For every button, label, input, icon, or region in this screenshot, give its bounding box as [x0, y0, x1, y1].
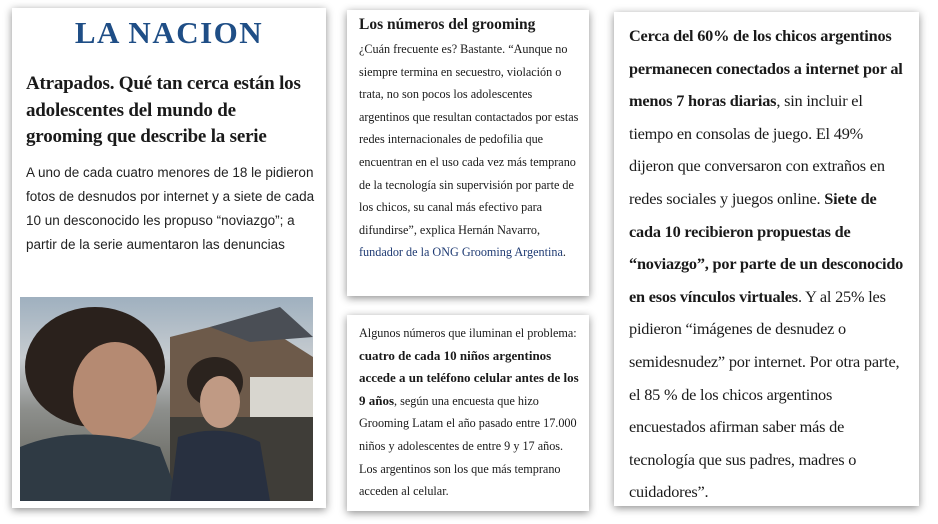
text-run: , según una encuesta que hizo Grooming Latam el año pasado entre 17.000 niños y adolescentes de entre 9 y 17 años. Los argentinos son los que más temprano acceden al celular. [359, 393, 577, 499]
series-still-photo [20, 297, 313, 501]
bold-text: cuatro de cada 10 niños argentinos accede a un teléfono celular antes de los 9 años [359, 347, 579, 408]
text-run: , sin incluir el tiempo en consolas de juego. El 49% dijeron que conversaron con extraños en redes sociales y juegos online. [629, 91, 885, 208]
paragraph [359, 322, 579, 503]
text-run: Algunos números que iluminan el problema: [359, 326, 577, 340]
survey-results-card [614, 12, 919, 506]
bold-text: Siete de cada 10 recibieron propuestas de “noviazgo”, por parte de un desconocido en esos vínculos virtuales [629, 188, 904, 306]
organization-link[interactable]: fundador de la ONG Grooming Argentina [359, 245, 563, 260]
paragraph [629, 20, 909, 509]
grooming-numbers-card [347, 10, 589, 296]
la-nacion-logo: LA NACION [74, 15, 264, 50]
statistics-card [347, 315, 589, 511]
photo-illustration [20, 297, 313, 501]
bold-text: Cerca del 60% de los chicos argentinos permanecen conectados a internet por al menos 7 horas diarias [629, 26, 903, 111]
paragraph [359, 38, 579, 264]
text-run: . [562, 245, 566, 260]
article-header-card [12, 8, 326, 508]
text-run: . Y al 25% les pidieron “imágenes de desnudez o semidesnudez” por internet. Por otra parte, el 85 % de los chicos argentinos encuestados afirman saber más de tecnología que sus padres, madres o cuidadores”. [629, 286, 900, 502]
section-title: Los números del grooming [359, 16, 536, 33]
article-headline[interactable]: Atrapados. Qué tan cerca están los adolescentes del mundo de grooming que describe la serie [26, 73, 301, 147]
text-run: ¿Cuán frecuente es? Bastante. “Aunque no siempre termina en secuestro, violación o trata, no son pocos los adolescentes argentinos que resultan contactados por estas redes internacionales de pedofilia que encuentran en el uso cada vez más temprano de la tecnología sin supervisión por parte de los chicos, su canal más efectivo para difundirse”, explica Hernán Navarro, [359, 42, 579, 237]
article-summary: A uno de cada cuatro menores de 18 le pidieron fotos de desnudos por internet y a siete de cada 10 un desconocido les propuso “noviazgo”; a partir de la serie aumentaron las denuncias [26, 164, 315, 252]
